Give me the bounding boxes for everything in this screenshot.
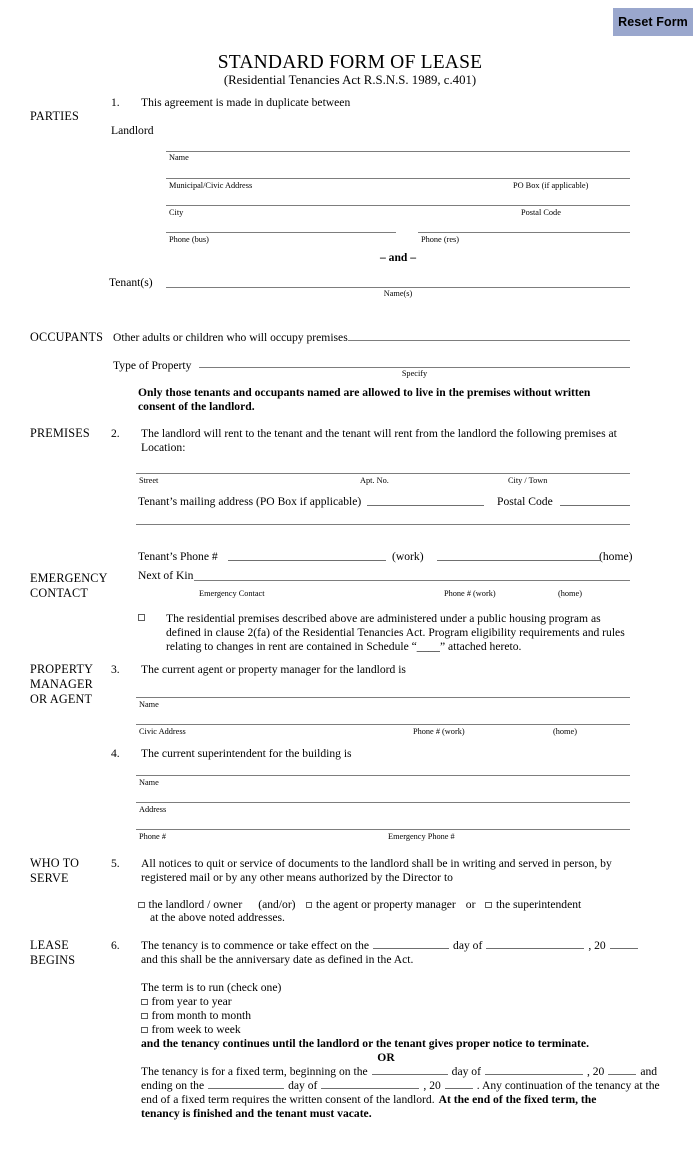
lease-fixed-text-b: day of — [451, 1065, 481, 1078]
agent-civic-address-line[interactable] — [136, 724, 630, 725]
landlord-address-label: Municipal/Civic Address — [169, 181, 253, 190]
term-month-checkbox[interactable] — [141, 1013, 148, 1020]
lease-continues-note: and the tenancy continues until the landlord or the tenant gives proper notice to terminate. — [141, 1037, 589, 1050]
margin-label-premises: PREMISES — [30, 426, 90, 440]
landlord-pobox-label: PO Box (if applicable) — [513, 181, 589, 190]
term-year-checkbox[interactable] — [141, 999, 148, 1006]
margin-label-who-to-serve-line-1: WHO TO — [30, 856, 80, 870]
serve-agent-label: the agent or property manager — [316, 898, 456, 911]
lease-fixed-begin-year-field[interactable] — [608, 1074, 636, 1075]
serve-andor-label: (and/or) — [258, 898, 296, 911]
document-header — [0, 52, 700, 87]
clause-number-4: 4. — [111, 747, 120, 760]
lease-commence-year-field[interactable] — [610, 948, 638, 949]
emergency-phone-home-label: (home) — [558, 589, 582, 598]
tenants-names-line[interactable] — [166, 287, 630, 288]
occupants-type-of-property-line[interactable] — [199, 367, 630, 368]
parties-intro-text: This agreement is made in duplicate between — [141, 96, 351, 109]
premises-text-line-1: The landlord will rent to the tenant and the tenant will rent from the landlord the following premises at — [141, 427, 617, 440]
landlord-name-line[interactable] — [166, 151, 630, 152]
landlord-city-label: City — [169, 208, 184, 217]
occupants-other-adults-label: Other adults or children who will occupy premises — [113, 331, 348, 344]
emergency-contact-label: Emergency Contact — [199, 589, 265, 598]
occupants-specify-label: Specify — [401, 369, 428, 378]
superintendent-address-label: Address — [139, 805, 167, 814]
lease-fixed-text-e: ending on the — [141, 1079, 205, 1092]
lease-commence-text-b: day of — [453, 939, 483, 952]
document-subtitle: (Residential Tenancies Act R.S.N.S. 1989, c.401) — [223, 73, 477, 88]
premises-phone-home-line[interactable] — [437, 560, 600, 561]
who-to-serve-addresses-note: at the above noted addresses. — [150, 911, 285, 924]
tenants-label: Tenant(s) — [109, 276, 153, 289]
lease-fixed-text-c: , 20 — [586, 1065, 605, 1078]
margin-label-who-to-serve-line-2: SERVE — [30, 871, 69, 885]
premises-street-label: Street — [139, 476, 159, 485]
landlord-postal-label: Postal Code — [521, 208, 561, 217]
landlord-city-line[interactable] — [166, 205, 630, 206]
premises-phone-work-line[interactable] — [228, 560, 386, 561]
lease-commence-row — [141, 938, 638, 953]
public-housing-checkbox[interactable] — [138, 614, 145, 621]
landlord-phone-bus-label: Phone (bus) — [169, 235, 209, 244]
reset-form-button[interactable]: Reset Form — [613, 8, 693, 36]
margin-label-property-manager-line-3: OR AGENT — [30, 692, 93, 706]
lease-fixed-row-2 — [141, 1078, 660, 1093]
lease-term-run-label: The term is to run (check one) — [141, 981, 282, 994]
premises-mailing-label: Tenant’s mailing address (PO Box if applicable) — [138, 495, 362, 508]
serve-landlord-label: the landlord / owner — [148, 898, 243, 911]
next-of-kin-line[interactable] — [194, 580, 630, 581]
term-week-label: from week to week — [151, 1023, 241, 1036]
premises-text-line-2: Location: — [141, 441, 186, 454]
term-month-label: from month to month — [151, 1009, 252, 1022]
premises-city-town-label: City / Town — [508, 476, 548, 485]
lease-fixed-begin-day-field[interactable] — [372, 1074, 448, 1075]
serve-agent-checkbox[interactable] — [306, 902, 313, 909]
lease-fixed-text-h: . Any continuation of the tenancy at the — [476, 1079, 660, 1092]
public-housing-line-1: The residential premises described above are administered under a public housing program as — [166, 612, 601, 625]
public-housing-line-2: defined in clause 2(fa) of the Residential Tenancies Act. Program eligibility requirements and rules — [166, 626, 625, 639]
premises-postal-line[interactable] — [560, 505, 630, 506]
who-to-serve-text-line-1: All notices to quit or service of documents to the landlord shall be in writing and served in person, by — [141, 857, 612, 870]
lease-fixed-end-year-field[interactable] — [445, 1088, 473, 1089]
superintendent-phone-label: Phone # — [139, 832, 166, 841]
landlord-phone-res-label: Phone (res) — [421, 235, 460, 244]
lease-commence-day-field[interactable] — [373, 948, 449, 949]
margin-label-emergency-line-2: CONTACT — [30, 586, 88, 600]
serve-superintendent-label: the superintendent — [495, 898, 582, 911]
agent-name-line[interactable] — [136, 697, 630, 698]
superintendent-phone-line[interactable] — [136, 829, 630, 830]
premises-phone-label: Tenant’s Phone # — [138, 550, 218, 563]
agent-phone-work-label: Phone # (work) — [413, 727, 465, 736]
lease-fixed-begin-month-field[interactable] — [485, 1074, 583, 1075]
lease-term-month-row — [141, 1008, 251, 1023]
premises-phone-home-label: (home) — [599, 550, 633, 563]
superintendent-emergency-phone-label: Emergency Phone # — [388, 832, 455, 841]
serve-landlord-checkbox[interactable] — [138, 902, 145, 909]
margin-label-property-manager-line-1: PROPERTY — [30, 662, 94, 676]
lease-fixed-row-3 — [141, 1092, 596, 1107]
premises-mailing-line[interactable] — [367, 505, 484, 506]
and-divider: – and – — [379, 251, 417, 264]
lease-commence-text-a: The tenancy is to commence or take effect on the — [141, 939, 370, 952]
landlord-phone-res-line[interactable] — [418, 232, 630, 233]
margin-label-lease-begins-line-1: LEASE — [30, 938, 69, 952]
clause-number-3: 3. — [111, 663, 120, 676]
superintendent-name-label: Name — [139, 778, 159, 787]
agent-name-label: Name — [139, 700, 159, 709]
serve-or-label: or — [465, 898, 476, 911]
next-of-kin-label: Next of Kin — [138, 569, 194, 582]
landlord-label: Landlord — [111, 124, 154, 137]
premises-phone-work-label: (work) — [392, 550, 424, 563]
occupants-notice-line-2: consent of the landlord. — [138, 400, 255, 413]
margin-label-lease-begins-line-2: BEGINS — [30, 953, 76, 967]
superintendent-name-line[interactable] — [136, 775, 630, 776]
agent-phone-home-label: (home) — [553, 727, 577, 736]
emergency-phone-work-label: Phone # (work) — [444, 589, 496, 598]
superintendent-text: The current superintendent for the building is — [141, 747, 352, 760]
superintendent-address-line[interactable] — [136, 802, 630, 803]
lease-fixed-text-f: day of — [288, 1079, 318, 1092]
lease-fixed-text-d: and — [640, 1065, 658, 1078]
lease-fixed-end-month-field[interactable] — [321, 1088, 419, 1089]
lease-fixed-end-day-field[interactable] — [208, 1088, 284, 1089]
lease-term-year-row — [141, 994, 232, 1009]
lease-anniversary-text: and this shall be the anniversary date as defined in the Act. — [141, 953, 414, 966]
premises-mailing-extra-line[interactable] — [136, 524, 630, 525]
landlord-name-label: Name — [169, 153, 189, 162]
agent-civic-address-label: Civic Address — [139, 727, 186, 736]
public-housing-line-3: relating to changes in rent are contained in Schedule “____” attached hereto. — [166, 640, 522, 653]
lease-fixed-text-a: The tenancy is for a fixed term, beginning on the — [141, 1065, 368, 1078]
lease-fixed-bold-1: At the end of the fixed term, the — [438, 1093, 597, 1106]
term-year-label: from year to year — [151, 995, 232, 1008]
lease-or-divider: OR — [377, 1051, 395, 1064]
lease-fixed-row-1 — [141, 1064, 657, 1079]
margin-label-emergency-line-1: EMERGENCY — [30, 571, 108, 585]
term-week-checkbox[interactable] — [141, 1027, 148, 1034]
lease-term-week-row — [141, 1022, 241, 1037]
premises-postal-label: Postal Code — [497, 495, 553, 508]
occupants-other-adults-line[interactable] — [348, 340, 630, 341]
occupants-notice-line-1: Only those tenants and occupants named are allowed to live in the premises without written — [138, 386, 591, 399]
serve-superintendent-checkbox[interactable] — [485, 902, 492, 909]
clause-number-2: 2. — [111, 427, 120, 440]
clause-number-6: 6. — [111, 939, 120, 952]
premises-street-line[interactable] — [136, 473, 630, 474]
margin-label-parties: PARTIES — [30, 109, 79, 123]
landlord-phone-bus-line[interactable] — [166, 232, 396, 233]
document-title: STANDARD FORM OF LEASE — [217, 52, 483, 73]
who-to-serve-text-line-2: registered mail or by any other means authorized by the Director to — [141, 871, 453, 884]
occupants-type-of-property-label: Type of Property — [113, 359, 192, 372]
premises-apt-label: Apt. No. — [360, 476, 389, 485]
margin-label-property-manager-line-2: MANAGER — [30, 677, 94, 691]
lease-fixed-text-i: end of a fixed term requires the written consent of the landlord. — [141, 1093, 435, 1106]
tenants-names-label: Name(s) — [383, 289, 413, 298]
property-manager-text: The current agent or property manager for the landlord is — [141, 663, 406, 676]
clause-number-5: 5. — [111, 857, 120, 870]
clause-number-1: 1. — [111, 96, 120, 109]
margin-label-occupants: OCCUPANTS — [30, 330, 104, 344]
lease-commence-month-field[interactable] — [486, 948, 584, 949]
lease-fixed-bold-2: tenancy is finished and the tenant must vacate. — [141, 1107, 372, 1120]
lease-fixed-text-g: , 20 — [423, 1079, 441, 1092]
landlord-address-line[interactable] — [166, 178, 630, 179]
lease-commence-text-c: , 20 — [588, 939, 606, 952]
